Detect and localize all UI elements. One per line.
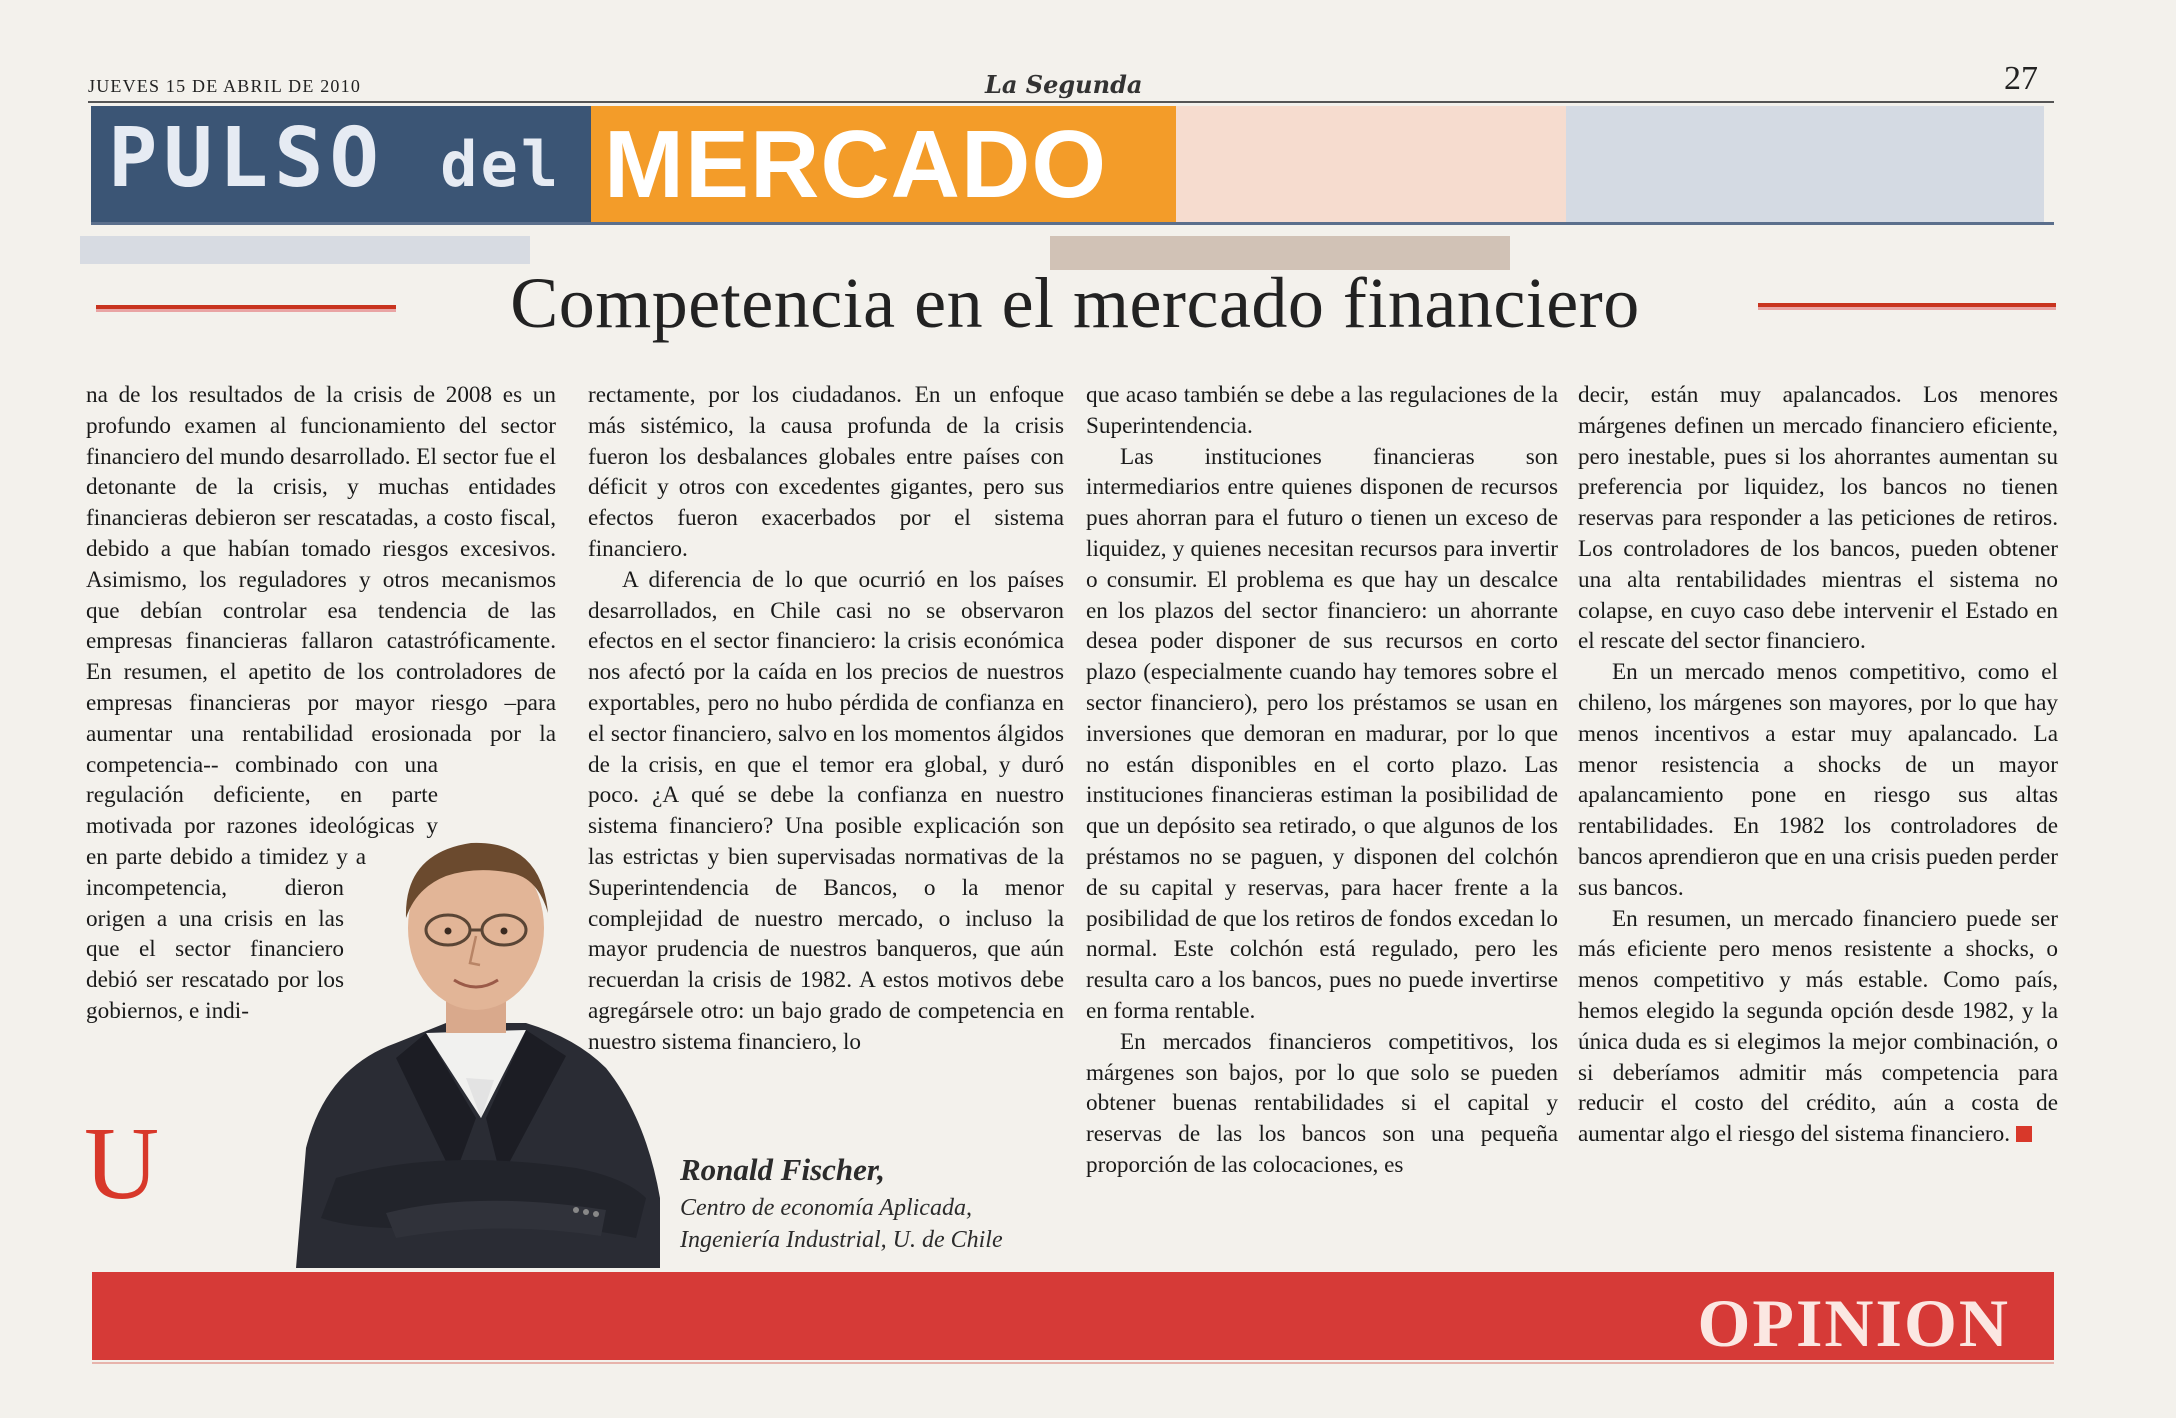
- page-number: 27: [2004, 60, 2038, 97]
- end-of-article-mark: [2016, 1126, 2032, 1142]
- paragraph: na de los resultados de la crisis de 2008 es un profundo examen al funcionamiento del sector financiero del mundo desarrollado. El sector fue el detonante de la crisis, y muchas entidades financieras debieron ser rescatadas, a costo fiscal, debido a que habían tomado riesgos excesivos. Asimismo, los reguladores y otros mecanismos que debían controlar esa tendencia de las empresas financieras fallaron catastróficamente. En resumen, el apetito de los controladores de empresas financieras por mayor riesgo –para aumentar una rentabilidad erosionada por la competencia-- combinado con una regulación deficiente, en parte motivada por razones ideológicas y en parte debido a timidez y a incompetencia, dieron origen a una crisis en las que el sector financiero debió ser rescatado por los gobiernos, e indi-: [86, 382, 557, 1024]
- paragraph: decir, están muy apalancados. Los menores márgenes definen un mercado financiero eficiente, pero inestable, pues si los ahorrantes aumentan su preferencia por liquidez, los bancos no tienen reservas para responder a las peticiones de retiros. Los controladores de los bancos, pueden obtener una alta rentabilidades mientras el sistema no colapse, en cuyo caso debe intervenir el Estado en el rescate del sector financiero.: [1578, 382, 2058, 655]
- banner-word-mercado: MERCADO: [604, 111, 1107, 218]
- paragraph: En un mercado menos competitivo, como el chileno, los márgenes son mayores, por lo que hay menos incentivos a estar muy apalancado. La menor resistencia a shocks de un mayor apalancamiento pone en riesgo sus altas rentabilidades. En 1982 los controladores de bancos aprendieron que en una crisis pueden perder sus bancos.: [1578, 659, 2058, 901]
- article-headline: Competencia en el mercado financiero: [510, 263, 1640, 343]
- section-banner-pulso: [108, 111, 562, 206]
- banner-word-pulso: PULSO: [108, 111, 385, 206]
- paragraph: Las instituciones financieras son intermediarios entre quienes disponen de recursos pues ahorran para el futuro o tienen un exceso de liquidez, y quienes necesitan recursos para invertir o consumir. El problema es que hay un descalce en los plazos del sector financiero: un ahorrante desea poder disponer de sus recursos en corto plazo (especialmente cuando hay temores sobre el sector financiero), pero los préstamos se usan en inversiones que demoran en madurar, por lo que no están disponibles en el corto plazo. Las instituciones financieras estiman la posibilidad de que un depósito sea retirado, o que algunos de los préstamos no se paguen, y disponen del colchón de su capital y reservas, para hacer frente a la posibilidad de que los retiros de fondos excedan lo normal. Este colchón está regulado, pero les resulta caro a los bancos, pues no puede invertirse en forma rentable.: [1086, 443, 1558, 1024]
- bleed-through-strip: [80, 236, 530, 264]
- footer-rule: [92, 1362, 2054, 1364]
- banner-underline: [91, 222, 2054, 225]
- author-name: Ronald Fischer,: [680, 1152, 885, 1187]
- drop-cap: U: [84, 1106, 160, 1221]
- author-affiliation: [680, 1192, 1003, 1256]
- affiliation-line: Centro de economía Aplicada,: [680, 1195, 972, 1221]
- paragraph: En resumen, un mercado financiero puede ser más eficiente pero menos resistente a shocks, o menos competitivo y más estable. Como país, hemos elegido la segunda opción desde 1982, y la única duda es si elegimos la mejor combinación, o si deberíamos admitir más competencia para reducir el costo del crédito, aún a costa de aumentar algo el riesgo del sistema financiero.: [1578, 905, 2058, 1148]
- header-rule: [88, 101, 2054, 103]
- section-label: OPINION: [1697, 1285, 2010, 1361]
- section-footer-band: [92, 1272, 2054, 1360]
- bleed-through-band: [1176, 106, 1566, 224]
- headline-rule-left: [96, 305, 396, 312]
- newspaper-masthead: La Segunda: [985, 70, 1143, 99]
- paragraph: rectamente, por los ciudadanos. En un enfoque más sistémico, la causa profunda de la crisis fueron los desbalances globales entre países con déficit y otros con excedentes gigantes, pero sus efectos fueron exacerbados por el sistema financiero.: [588, 382, 1064, 562]
- paragraph: que acaso también se debe a las regulaciones de la Superintendencia.: [1086, 382, 1558, 439]
- issue-date: JUEVES 15 DE ABRIL DE 2010: [88, 76, 362, 96]
- paragraph: A diferencia de lo que ocurrió en los países desarrollados, en Chile casi no se observaron efectos en el sector financiero: la crisis económica nos afectó por la caída en los precios de nuestros exportables, pero no hubo pérdida de confianza en el sector financiero, salvo en los momentos álgidos de la crisis, en que el temor era global, y duró poco. ¿A qué se debe la confianza en nuestro sistema financiero? Una posible explicación son las estrictas y bien supervisadas normativas de la Superintendencia de Bancos, o la menor complejidad de nuestro mercado, o incluso la mayor prudencia de nuestros banqueros, que aún recuerdan la crisis de 1982. A estos motivos debe agregársele otro: un bajo grado de competencia en nuestro sistema financiero, lo: [588, 566, 1064, 1055]
- banner-word-del: del: [440, 128, 562, 201]
- headline-rule-right: [1758, 303, 2056, 310]
- bleed-through-band: [1566, 106, 2044, 224]
- article-column-2: [588, 380, 1064, 1058]
- article-column-4: [1578, 380, 2058, 1150]
- affiliation-line: Ingeniería Industrial, U. de Chile: [680, 1227, 1003, 1253]
- paragraph: En mercados financieros competitivos, los márgenes son bajos, por lo que solo se pueden obtener buenas rentabilidades si el capital y reservas de las los bancos son una pequeña proporción de las colocaciones, es: [1086, 1028, 1558, 1178]
- article-column-3: [1086, 380, 1558, 1181]
